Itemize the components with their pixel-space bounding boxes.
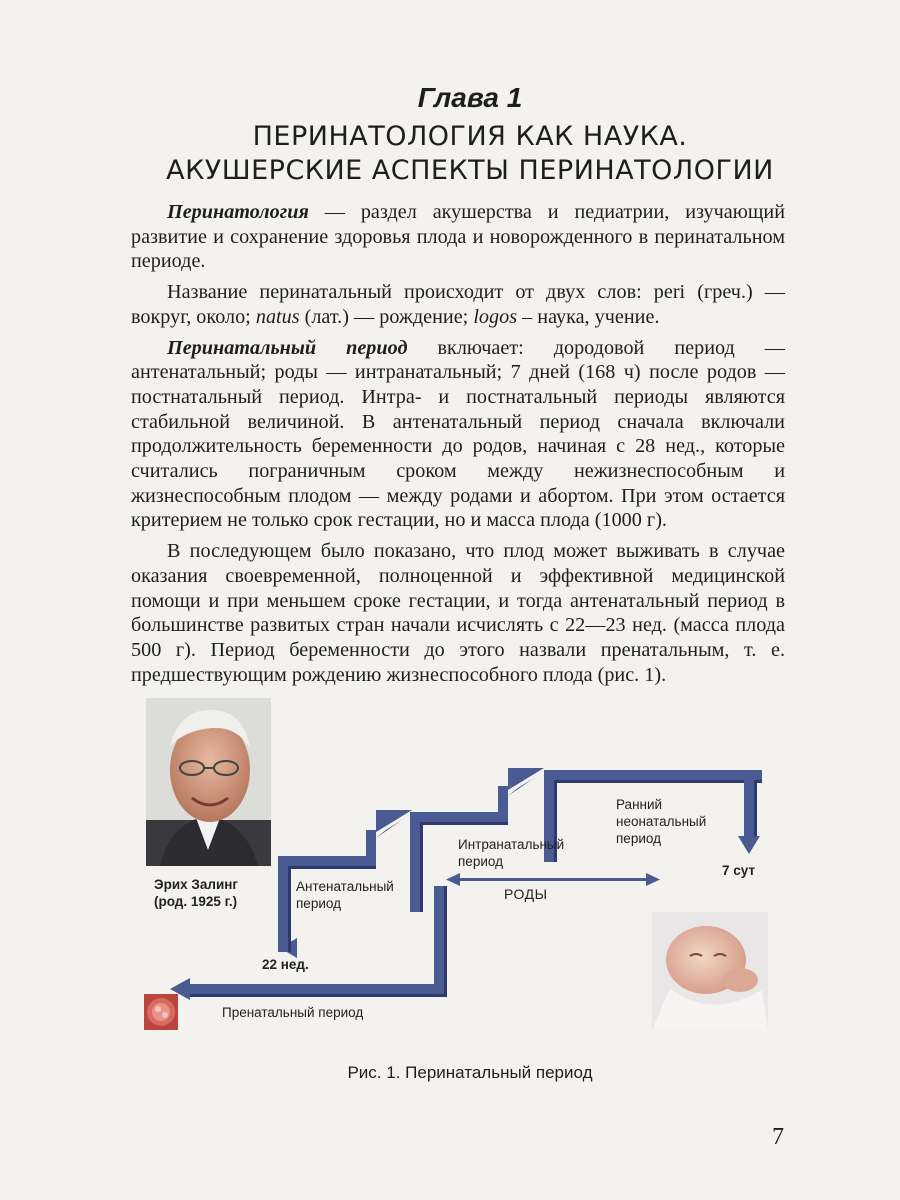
- page-number: 7: [772, 1124, 784, 1150]
- birth-label: РОДЫ: [504, 886, 548, 902]
- term-perinatology: Перинатология: [167, 201, 309, 223]
- body-text: [131, 200, 785, 693]
- antenatal-label: [296, 878, 394, 912]
- chapter-number: Глава 1: [417, 82, 523, 113]
- paragraph-perinatal-period-text: включает: дородовой период — антенатальный; роды — интранатальный; 7 дней (168 ч) после родов — постнатальный период. Интра- и постнатальный периоды являются стабильной величиной. В антенатальный период сначала включали продолжительность беременности до родов, начиная с 28 нед., которые считались пограничным сроком между нежизнеспособным и жизнеспособным плодом — между родами и абортом. При этом остается критерием не только срок гестации, но и масса плода (1000 г).: [131, 336, 785, 532]
- word-logos: logos: [473, 305, 518, 328]
- figure-caption: Рис. 1. Перинатальный период: [347, 1063, 593, 1082]
- intranatal-line-2: период: [458, 854, 503, 869]
- word-natus: natus: [255, 305, 300, 328]
- paragraph-subsequent: В последующем было показано, что плод может выживать в случае оказания своевременной, полноценной и эффективной медицинской помощи и при меньшем сроке гестации, и тогда антенатальный период в большинстве развитых стран начали исчислять с 22—23 нед. (масса плода 500 г). Период беременности до этого назвали пренатальным, т. е. предшествующим рождению жизнеспособного плода (рис. 1).: [131, 540, 785, 686]
- portrait-photo: [146, 698, 271, 866]
- neonatal-label: [616, 796, 706, 847]
- days-label: 7 сут: [722, 863, 756, 878]
- etymology-text-b: (лат.) — рождение;: [299, 305, 474, 328]
- person-name-label: [154, 876, 238, 910]
- prenatal-label: Пренатальный период: [222, 1005, 364, 1020]
- paragraph-etymology: [131, 280, 785, 329]
- neonatal-line-2: неонатальный: [616, 814, 707, 829]
- intranatal-label: [458, 836, 564, 870]
- etymology-text-c: – наука, учение.: [517, 305, 660, 328]
- etymology-text-a: Название перинатальный происходит от двух слов: peri (греч.) — вокруг, около;: [131, 281, 785, 328]
- paragraph-definition: [131, 200, 785, 274]
- paragraph-definition-text: — раздел акушерства и педиатрии, изучающий развитие и сохранение здоровья плода и новорожденного в перинатальном периоде.: [131, 201, 785, 273]
- neonatal-line-3: период: [616, 831, 661, 846]
- paragraph-perinatal-period: [131, 336, 785, 534]
- newborn-photo: [652, 912, 768, 1030]
- figure-perinatal-period: [140, 690, 780, 1040]
- chapter-title: [0, 120, 900, 188]
- chapter-title-line-2: АКУШЕРСКИЕ АСПЕКТЫ ПЕРИНАТОЛОГИИ: [166, 155, 774, 186]
- chapter-title-line-1: ПЕРИНАТОЛОГИЯ КАК НАУКА.: [252, 121, 688, 152]
- antenatal-line-1: Антенатальный: [296, 879, 394, 894]
- person-name: Эрих Залинг: [154, 877, 239, 892]
- neonatal-line-1: Ранний: [616, 797, 663, 812]
- birth-double-arrow: [446, 873, 660, 886]
- cell-photo: [144, 994, 178, 1030]
- intranatal-line-1: Интранатальный: [458, 837, 565, 852]
- weeks-label: 22 нед.: [262, 957, 309, 972]
- antenatal-line-2: период: [296, 896, 341, 911]
- person-years: (род. 1925 г.): [154, 894, 238, 909]
- term-perinatal-period: Перинатальный период: [167, 336, 408, 359]
